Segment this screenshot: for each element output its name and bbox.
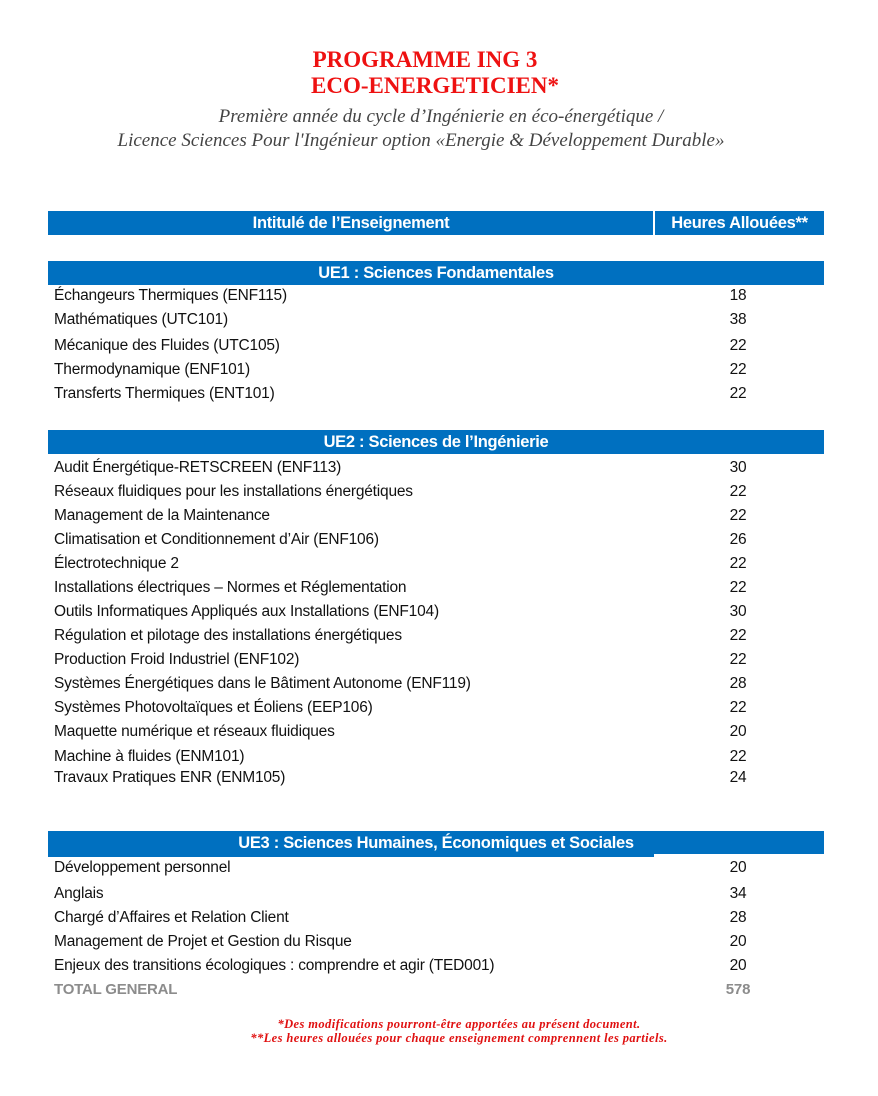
course-label: Outils Informatiques Appliqués aux Installations (ENF104): [54, 603, 439, 620]
course-hours: 34: [729, 885, 747, 902]
table-row: [54, 885, 774, 907]
table-row: [54, 507, 774, 529]
course-label: Systèmes Énergétiques dans le Bâtiment Autonome (ENF119): [54, 675, 471, 692]
table-row: [54, 579, 774, 601]
table-row: [54, 459, 774, 481]
table-row: [54, 957, 774, 979]
course-hours: 22: [729, 483, 747, 500]
section-header-ue3: UE3 : Sciences Humaines, Économiques et Sociales: [48, 831, 824, 854]
table-row: [54, 675, 774, 697]
course-hours: 22: [729, 337, 747, 354]
table-row: [54, 337, 774, 359]
course-label: Travaux Pratiques ENR (ENM105): [54, 769, 286, 786]
course-hours: 38: [729, 311, 747, 328]
course-label: Chargé d’Affaires et Relation Client: [54, 909, 289, 926]
course-label: Échangeurs Thermiques (ENF115): [54, 287, 287, 304]
course-hours: 20: [729, 723, 747, 740]
table-row: [54, 651, 774, 673]
table-row: [54, 361, 774, 383]
course-hours: 20: [729, 957, 747, 974]
section-header-ue3-step: [48, 854, 654, 857]
course-hours: 22: [729, 507, 747, 524]
course-hours: 30: [729, 603, 747, 620]
column-header-course: Intitulé de l’Enseignement: [252, 214, 450, 232]
course-label: Installations électriques – Normes et Réglementation: [54, 579, 407, 596]
table-row: [54, 311, 774, 333]
total-hours: 578: [725, 981, 751, 998]
course-hours: 30: [729, 459, 747, 476]
course-hours: 24: [729, 769, 747, 786]
page-title-line1: PROGRAMME ING 3: [312, 47, 538, 72]
course-hours: 22: [729, 385, 747, 402]
course-hours: 22: [729, 699, 747, 716]
course-label: Enjeux des transitions écologiques : comprendre et agir (TED001): [54, 957, 495, 974]
course-label: Réseaux fluidiques pour les installations énergétiques: [54, 483, 413, 500]
total-row: [54, 981, 774, 1003]
course-hours: 28: [729, 675, 747, 692]
course-label: Mécanique des Fluides (UTC105): [54, 337, 280, 354]
column-header-hours: Heures Allouées**: [671, 214, 808, 232]
course-hours: 22: [729, 627, 747, 644]
course-label: Production Froid Industriel (ENF102): [54, 651, 300, 668]
course-label: Climatisation et Conditionnement d’Air (ENF106): [54, 531, 379, 548]
course-label: Électrotechnique 2: [54, 555, 179, 572]
subtitle-line2: Licence Sciences Pour l'Ingénieur option «Energie & Développement Durable»: [117, 130, 725, 151]
table-row: [54, 769, 774, 791]
course-hours: 20: [729, 859, 747, 876]
course-label: Management de la Maintenance: [54, 507, 270, 524]
course-label: Management de Projet et Gestion du Risque: [54, 933, 352, 950]
subtitle-line1: Première année du cycle d’Ingénierie en éco-énergétique /: [218, 106, 664, 127]
course-label: Thermodynamique (ENF101): [54, 361, 250, 378]
table-row: [54, 748, 774, 770]
footnote-1: *Des modifications pourront-être apportées au présent document.: [277, 1017, 641, 1031]
course-label: Régulation et pilotage des installations énergétiques: [54, 627, 402, 644]
course-label: Mathématiques (UTC101): [54, 311, 228, 328]
course-hours: 22: [729, 361, 747, 378]
table-row: [54, 531, 774, 553]
course-label: Maquette numérique et réseaux fluidiques: [54, 723, 335, 740]
table-row: [54, 287, 774, 309]
course-label: Machine à fluides (ENM101): [54, 748, 245, 765]
page-title-line2: ECO-ENERGETICIEN*: [311, 73, 559, 98]
table-row: [54, 555, 774, 577]
table-row: [54, 909, 774, 931]
course-hours: 22: [729, 651, 747, 668]
section-header-ue1: UE1 : Sciences Fondamentales: [48, 261, 824, 285]
table-row: [54, 603, 774, 625]
course-label: Systèmes Photovoltaïques et Éoliens (EEP106): [54, 699, 373, 716]
course-label: Développement personnel: [54, 859, 231, 876]
table-row: [54, 483, 774, 505]
table-row: [54, 627, 774, 649]
total-label: TOTAL GENERAL: [54, 981, 178, 998]
table-row: [54, 859, 774, 881]
course-hours: 22: [729, 555, 747, 572]
course-hours: 20: [729, 933, 747, 950]
course-hours: 26: [729, 531, 747, 548]
course-hours: 18: [729, 287, 747, 304]
course-hours: 28: [729, 909, 747, 926]
table-row: [54, 385, 774, 407]
table-header: [48, 211, 824, 235]
table-row: [54, 699, 774, 721]
footnote-2: **Les heures allouées pour chaque enseignement comprennent les partiels.: [250, 1031, 668, 1045]
course-hours: 22: [729, 748, 747, 765]
table-row: [54, 933, 774, 955]
course-hours: 22: [729, 579, 747, 596]
table-row: [54, 723, 774, 745]
course-label: Audit Énergétique-RETSCREEN (ENF113): [54, 459, 342, 476]
course-label: Anglais: [54, 885, 104, 902]
course-label: Transferts Thermiques (ENT101): [54, 385, 275, 402]
section-header-ue2: UE2 : Sciences de l’Ingénierie: [48, 430, 824, 454]
